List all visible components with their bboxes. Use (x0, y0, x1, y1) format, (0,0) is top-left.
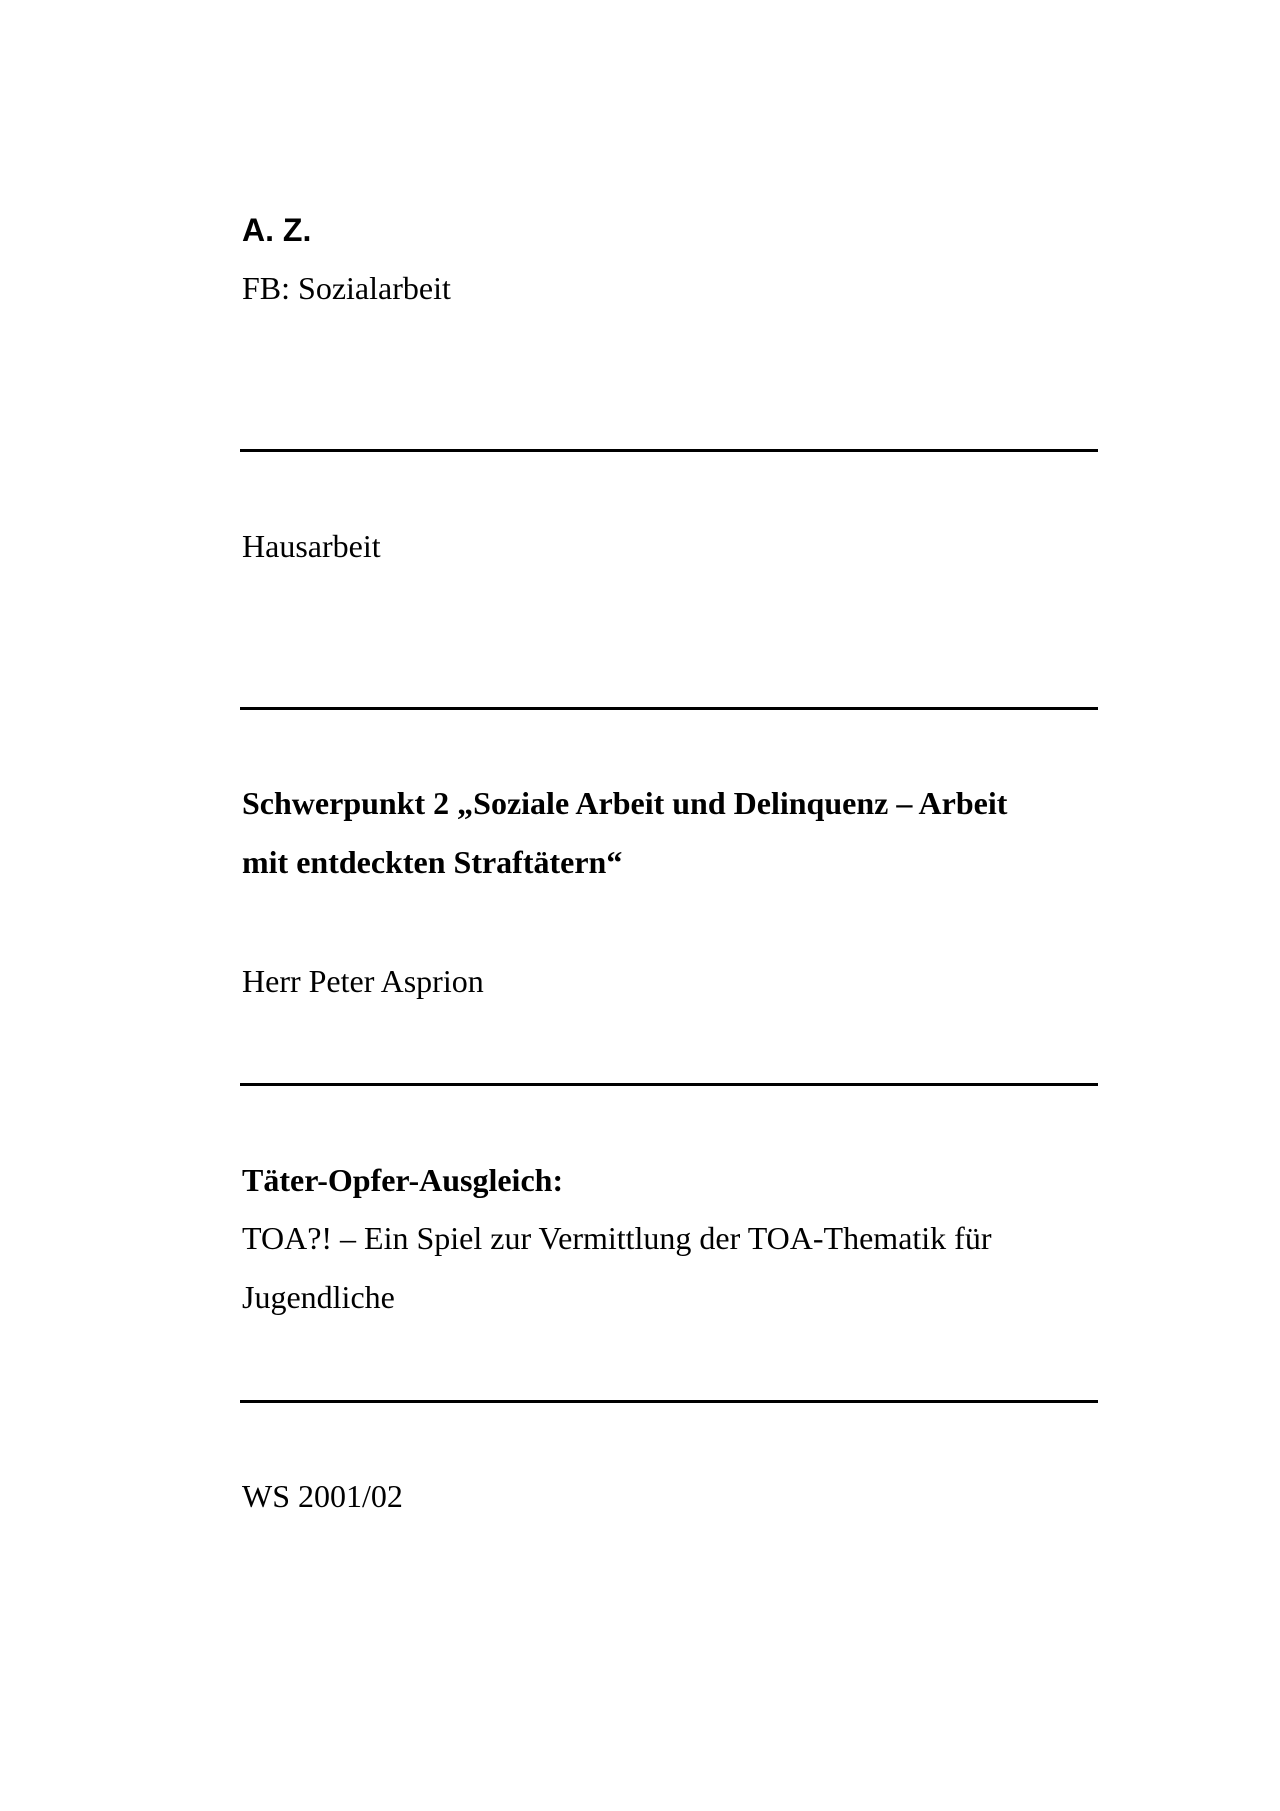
topic-subtitle-line-2: Jugendliche (242, 1279, 395, 1315)
divider-4 (240, 1400, 1098, 1403)
author-initials: A. Z. (242, 212, 312, 248)
topic-subtitle-line-1: TOA?! – Ein Spiel zur Vermittlung der TOA-Thematik für (242, 1220, 992, 1256)
lecturer-name: Herr Peter Asprion (242, 963, 484, 999)
divider-1 (240, 449, 1098, 452)
semester: WS 2001/02 (242, 1478, 403, 1514)
divider-2 (240, 707, 1098, 710)
department: FB: Sozialarbeit (242, 270, 451, 306)
course-title-line-1: Schwerpunkt 2 „Soziale Arbeit und Delinquenz – Arbeit (242, 785, 1008, 821)
course-title-line-2: mit entdeckten Straftätern“ (242, 844, 623, 880)
topic-title: Täter-Opfer-Ausgleich: (242, 1162, 564, 1198)
divider-3 (240, 1083, 1098, 1086)
document-type: Hausarbeit (242, 528, 381, 564)
